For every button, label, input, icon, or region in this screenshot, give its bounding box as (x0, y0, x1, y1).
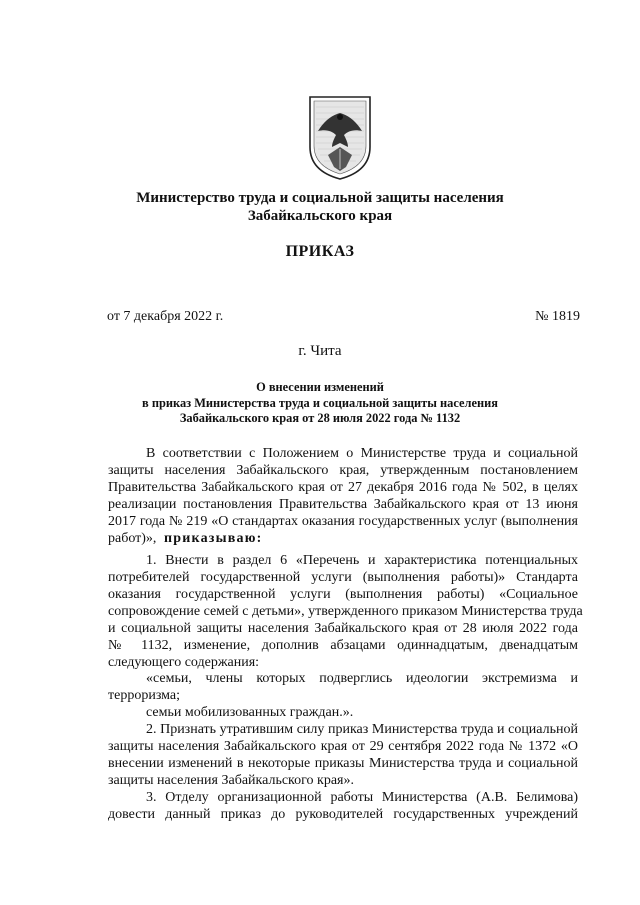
paragraph-line: потребителей государственной услуги (выполнения работы)» Стандарта (108, 570, 578, 585)
subject-line: в приказ Министерства труда и социальной защиты населения (142, 396, 498, 410)
organization-name: Министерство труда и социальной защиты населения (136, 190, 504, 206)
paragraph-line: защиты населения Забайкальского края». (108, 773, 354, 788)
paragraph-line: 2. Признать утратившим силу приказ Министерства труда и социальной (146, 722, 578, 737)
subject-line: О внесении изменений (256, 380, 384, 394)
paragraph-line: Правительства Забайкальского края от 27 декабря 2016 года № 502, в целях (108, 480, 578, 495)
paragraph-line: «семьи, члены которых подверглись идеологии экстремизма и (146, 671, 578, 686)
paragraph-line: защиты населения Забайкальского края, утвержденным постановлением (108, 463, 578, 478)
subject-line: Забайкальского края от 28 июля 2022 года № 1132 (179, 411, 461, 425)
paragraph-line: внесении изменений в некоторые приказы Министерства труда и социальной (108, 756, 578, 771)
paragraph-line: В соответствии с Положением о Министерстве труда и социальной (146, 446, 578, 461)
paragraph-line: 3. Отделу организационной работы Министерства (А.В. Белимова) (146, 790, 578, 805)
paragraph-line: и социальной защиты населения Забайкальского края от 28 июля 2022 года (108, 621, 578, 636)
paragraph-line: 1. Внести в раздел 6 «Перечень и характеристика потенциальных (146, 553, 578, 568)
coat-of-arms-icon (306, 95, 374, 181)
order-word: приказываю: (164, 531, 263, 546)
paragraph-line: довести данный приказ до руководителей государственных учреждений (108, 807, 578, 822)
paragraph-line: семьи мобилизованных граждан.». (146, 705, 354, 720)
document-type: ПРИКАЗ (285, 243, 355, 260)
order-number: № 1819 (535, 309, 580, 324)
paragraph-line: работ)», (108, 531, 157, 546)
order-date: от 7 декабря 2022 г. (107, 309, 224, 324)
paragraph-line: сопровождение семей с детьми», утвержденного приказом Министерства труда (108, 604, 583, 619)
paragraph-line: терроризма; (108, 688, 181, 703)
paragraph-line: 2017 года № 219 «О стандартах оказания государственных услуг (выполнения (108, 514, 578, 529)
paragraph-line: защиты населения Забайкальского края от 29 сентября 2022 года № 1372 «О (108, 739, 578, 754)
organization-region: Забайкальского края (247, 208, 393, 224)
paragraph-line: № 1132, изменение, дополнив абзацами одиннадцатым, двенадцатым (108, 638, 578, 653)
city-name: г. Чита (298, 343, 342, 359)
paragraph-line: реализации постановления Правительства Забайкальского края от 13 июня (108, 497, 578, 512)
paragraph-line: следующего содержания: (108, 655, 260, 670)
paragraph-line: оказания государственной услуги (выполнения работы) «Социальное (108, 587, 578, 602)
